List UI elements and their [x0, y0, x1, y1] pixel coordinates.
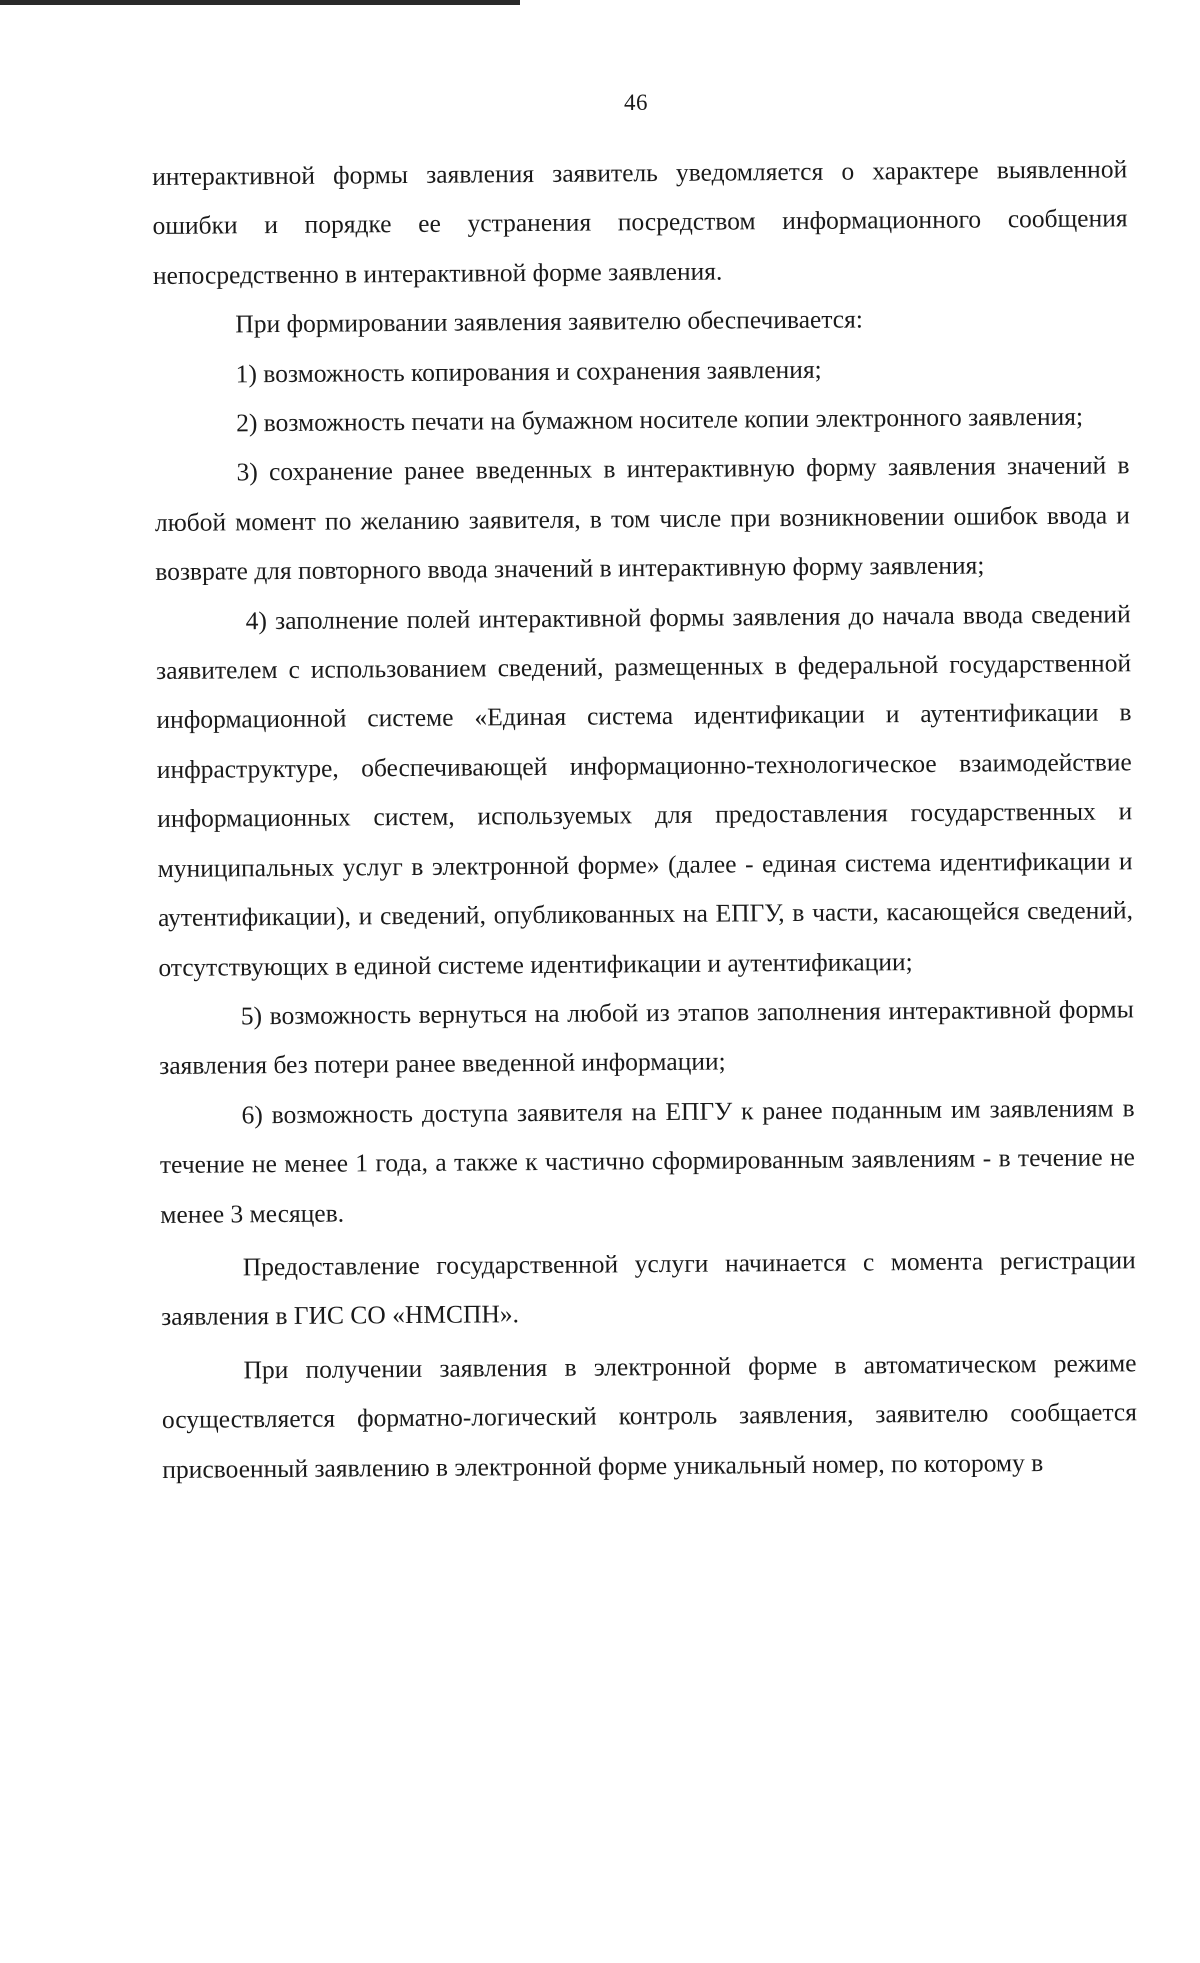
paragraph-intro: При формировании заявления заявителю обеспечивается:: [235, 304, 863, 339]
paragraph-continuation: интерактивной формы заявления заявитель уведомляется о характере выявленной ошибки и порядке ее устранения посредством информационного сообщения непосредственно в интерактивной форме заявления.: [152, 154, 1128, 290]
page-number: 46: [624, 90, 648, 115]
paragraph-service-start: Предоставление государственной услуги начинается с момента регистрации заявления в ГИС СО «НМСПН».: [161, 1245, 1136, 1332]
list-item-4: 4) заполнение полей интерактивной формы заявления до начала ввода сведений заявителем с использованием сведений, размещенных в федеральной государственной информационной системе «Единая система идентификации и аутентификации в инфраструктуре, обеспечивающей информационно-технологическое взаимодействие информационных систем, используемых для предоставления государственных и муниципальных услуг в электронной форме» (далее - единая система идентификации и аутентификации), и сведений, опубликованных на ЕПГУ, в части, касающейся сведений, отсутствующих в единой системе идентификации и аутентификации;: [155, 598, 1134, 982]
list-item-2: 2) возможность печати на бумажном носителе копии электронного заявления;: [236, 401, 1084, 438]
list-item-5: 5) возможность вернуться на любой из этапов заполнения интерактивной формы заявления без потери ранее введенной информации;: [159, 994, 1134, 1081]
scan-edge-rule: [0, 0, 520, 5]
list-item-6: 6) возможность доступа заявителя на ЕПГУ к ранее поданным им заявлениям в течение не менее 1 года, а также к частично сформированным заявлениям - в течение не менее 3 месяцев.: [159, 1093, 1136, 1229]
list-item-3: 3) сохранение ранее введенных в интерактивную форму заявления значений в любой момент по желанию заявителя, в том числе при возникновении ошибок ввода и возврате для повторного ввода значений в интерактивную форму заявления;: [154, 450, 1130, 587]
paragraph-electronic-receipt: При получении заявления в электронной форме в автоматическом режиме осуществляется форматно-логический контроль заявления, заявителю сообщается присвоенный заявлению в электронной форме уникальный номер, по которому в: [161, 1348, 1138, 1484]
document-body: [152, 144, 1138, 1494]
list-item-1: 1) возможность копирования и сохранения заявления;: [235, 354, 822, 388]
